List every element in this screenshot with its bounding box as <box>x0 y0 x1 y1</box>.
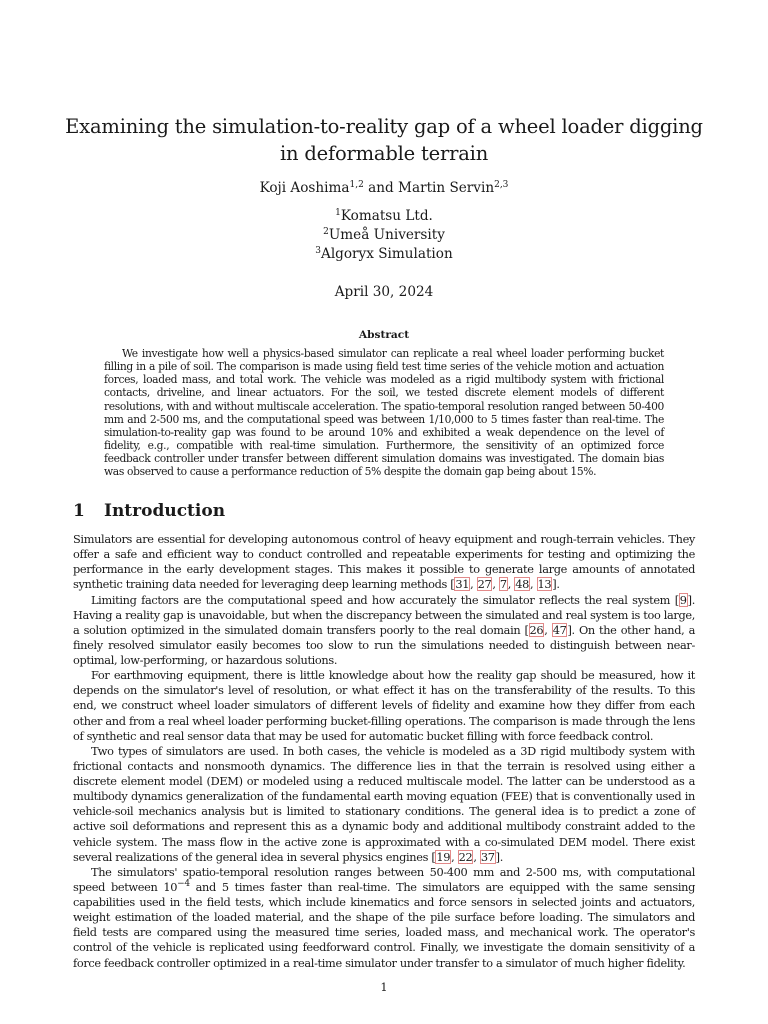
citation-link[interactable]: 13 <box>537 577 552 592</box>
abstract-heading: Abstract <box>358 329 410 341</box>
citation-group: [19, 22, 37] <box>431 849 500 864</box>
affiliation-name: Komatsu Ltd. <box>340 208 433 224</box>
publication-date: April 30, 2024 <box>334 284 434 300</box>
body-paragraph <box>73 744 695 865</box>
author-affiliation-marker: 1,2 <box>349 180 364 190</box>
citation-group: [31, 27, 7, 48, 13] <box>450 577 557 592</box>
author-list <box>0 179 768 197</box>
affiliation <box>0 207 768 226</box>
citation-link[interactable]: 9 <box>679 592 687 607</box>
citation-link[interactable]: 31 <box>455 577 470 592</box>
section-heading <box>73 500 713 522</box>
citation-link[interactable]: 26 <box>529 622 544 637</box>
paragraph-text: For earthmoving equipment, there is little knowledge about how the reality gap should be measured, how it depends on the simulator's level of resolution, or what effect it has on the transferability of the results. To this end, we construct wheel loader simulators of different levels of fidelity and examine how they differ from each other and from a real wheel loader performing bucket-filling operations. The comparison is made through the lens of synthetic and real sensor data that may be used for automatic bucket filling with force feedback control. <box>73 668 695 743</box>
affiliation <box>0 226 768 245</box>
section-number: 1 <box>73 501 85 521</box>
body-paragraph <box>73 532 695 593</box>
paragraph-text: . <box>499 849 504 864</box>
paragraph-text: . <box>556 577 560 592</box>
author-connector: and <box>363 180 399 196</box>
author-affiliation-marker: 2,3 <box>494 180 509 190</box>
citation-link[interactable]: 37 <box>480 849 495 864</box>
body-paragraph <box>73 865 695 971</box>
paragraph-text: . Having a reality gap is unavoidable, but when the discrepancy between the simulated and real system is too large, a solution optimized in the simulated domain transfers poorly to the real domain <box>73 592 695 637</box>
citation-link[interactable]: 48 <box>515 577 530 592</box>
citation-group: [9] <box>674 592 692 607</box>
affiliation-marker: 2 <box>323 227 329 237</box>
superscript-exponent: −4 <box>177 878 190 889</box>
introduction-body <box>73 532 695 971</box>
affiliation-list <box>0 207 768 264</box>
section-title: Introduction <box>104 501 226 521</box>
paragraph-text: The simulators' spatio-temporal resolution ranges between 50-400 mm and 2-500 ms, with computational speed between 10 <box>73 864 695 894</box>
abstract-text: We investigate how well a physics-based simulator can replicate a real wheel loader performing bucket filling in a pile of soil. The comparison is made using field test time series of the vehicle motion and actuation forces, loaded mass, and total work. The vehicle was modeled as a rigid multibody system with frictional contacts, driveline, and linear actuators. For the soil, we tested discrete element models of different resolutions, with and without multiscale acceleration. The spatio-temporal resolution ranged between 50-400 mm and 2-500 ms, and the computational speed was between 1/10,000 to 5 times faster than real-time. The simulation-to-reality gap was found to be around 10% and exhibited a weak dependence on the level of fidelity, e.g., compatible with real-time simulation. Furthermore, the sensitivity of an optimized force feedback controller under transfer between different simulation domains was investigated. The domain bias was observed to cause a performance reduction of 5% despite the domain gap being about 15%. <box>104 347 664 479</box>
affiliation <box>0 245 768 264</box>
author-name: Koji Aoshima <box>259 180 350 196</box>
affiliation-name: Umeå University <box>328 227 445 243</box>
affiliation-marker: 3 <box>315 246 321 256</box>
paper-title: Examining the simulation-to-reality gap of a wheel loader digging in deformable terrain <box>65 115 703 165</box>
paragraph-text: . On the other hand, a finely resolved simulator easily becomes too slow to run the simulations needed to distinguish between near-optimal, low-performing, or hazardous solutions. <box>73 622 695 667</box>
paragraph-text: Two types of simulators are used. In both cases, the vehicle is modeled as a 3D rigid multibody system with frictional contacts and nonsmooth dynamics. The difference lies in that the terrain is resolved using either a discrete element model (DEM) or modeled using a reduced multiscale model. The latter can be understood as a multibody dynamics generalization of the fundamental earth moving equation (FEE) that is conventionally used in vehicle-soil mechanics analysis but is limited to stationary conditions. The general idea is to predict a zone of active soil deformations and represent this as a dynamic body and additional multibody constraint added to the vehicle system. The mass flow in the active zone is approximated with a co-simulated DEM model. There exist several realizations of the general idea in several physics engines <box>73 743 695 864</box>
body-paragraph <box>73 593 695 669</box>
paragraph-text: and 5 times faster than real-time. The simulators are equipped with the same sensing capabilities used in the field tests, which include kinematics and force sensors in selected joints and actuators, weight estimation of the loaded material, and the shape of the pile surface before loading. The simulators and field tests are compared using the measured time series, loaded mass, and mechanical work. The operator's control of the vehicle is replicated using feedforward control. Finally, we investigate the domain sensitivity of a force feedback controller optimized in a real-time simulator under transfer to a simulator of much higher fidelity. <box>73 879 695 970</box>
author-name: Martin Servin <box>398 180 495 196</box>
page-number: 1 <box>380 980 388 994</box>
paragraph-text: Simulators are essential for developing autonomous control of heavy equipment and rough-terrain vehicles. They offer a safe and efficient way to conduct controlled and repeatable experiments for testing and optimizing the performance in the early development stages. This makes it possible to generate large amounts of annotated synthetic training data needed for leveraging deep learning methods <box>73 532 695 592</box>
body-paragraph <box>73 668 695 744</box>
citation-link[interactable]: 47 <box>552 622 567 637</box>
affiliation-marker: 1 <box>335 208 341 218</box>
citation-group: [26, 47] <box>524 622 572 637</box>
affiliation-name: Algoryx Simulation <box>321 246 453 262</box>
citation-link[interactable]: 27 <box>477 577 492 592</box>
citation-link[interactable]: 22 <box>458 849 473 864</box>
paragraph-text: Limiting factors are the computational speed and how accurately the simulator reflects the real system <box>91 592 675 607</box>
citation-link[interactable]: 7 <box>499 577 507 592</box>
citation-link[interactable]: 19 <box>436 849 451 864</box>
